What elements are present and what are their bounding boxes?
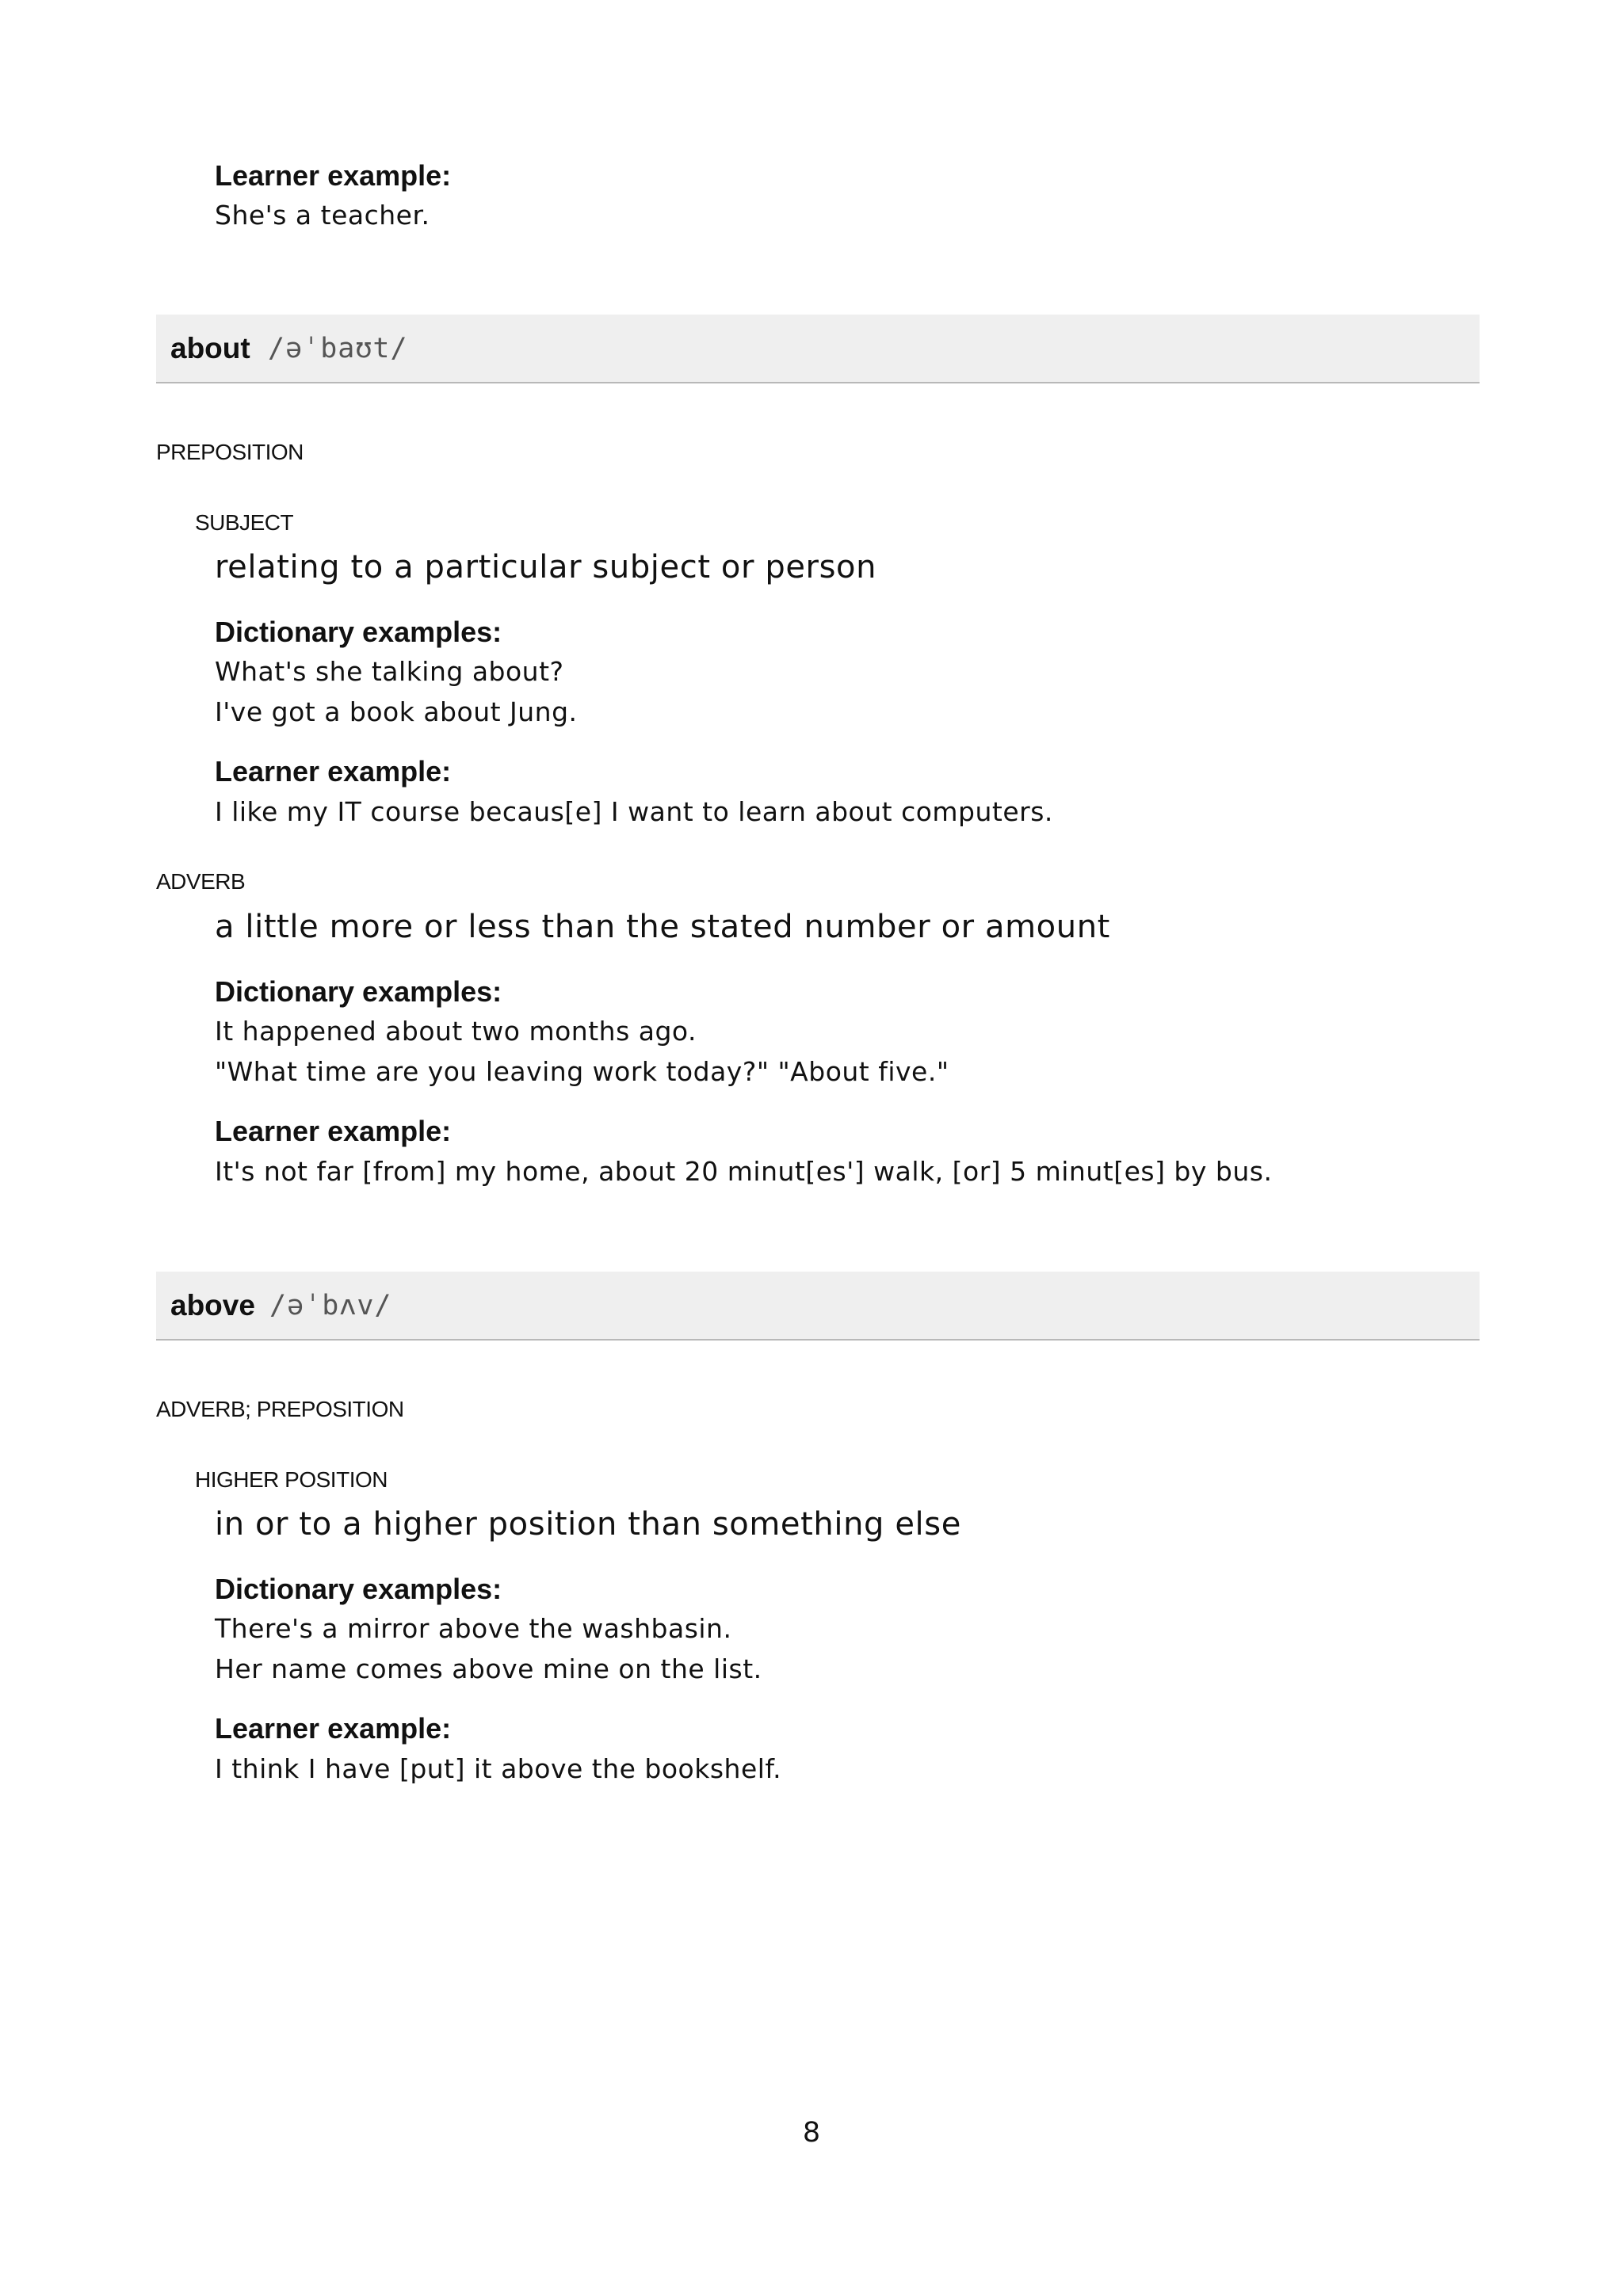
learner-example-label: Learner example:	[215, 1115, 452, 1147]
entry-header-above	[156, 1272, 1480, 1341]
part-of-speech: ADVERB; PREPOSITION	[156, 1397, 404, 1421]
learner-example-text: It's not far [from] my home, about 20 minut[es'] walk, [or] 5 minut[es] by bus.	[215, 1156, 1273, 1187]
dictionary-examples-label: Dictionary examples:	[215, 975, 502, 1008]
sense-subheading: SUBJECT	[195, 510, 294, 535]
learner-example-text: I think I have [put] it above the bookshelf.	[215, 1753, 782, 1784]
dictionary-example: There's a mirror above the washbasin.	[215, 1613, 732, 1644]
learner-example-text: I like my IT course becaus[e] I want to learn about computers.	[215, 796, 1053, 827]
dictionary-examples-label: Dictionary examples:	[215, 1573, 502, 1605]
learner-example-label: Learner example:	[215, 1712, 452, 1745]
sense-definition: a little more or less than the stated number or amount	[215, 909, 1110, 945]
phonetic-transcription: /əˈbʌv/	[269, 1290, 392, 1322]
dictionary-examples-label: Dictionary examples:	[215, 616, 502, 648]
headword: about	[170, 332, 250, 364]
sense-definition: in or to a higher position than something else	[215, 1506, 961, 1543]
sense-definition: relating to a particular subject or person	[215, 549, 877, 585]
sense-subheading: HIGHER POSITION	[195, 1467, 388, 1492]
dictionary-example: Her name comes above mine on the list.	[215, 1653, 762, 1684]
phonetic-transcription: /əˈbaʊt/	[268, 333, 408, 364]
entry-header-about	[156, 315, 1480, 383]
part-of-speech: PREPOSITION	[156, 440, 304, 464]
page-number: 8	[802, 2117, 821, 2149]
dictionary-example: What's she talking about?	[215, 656, 564, 687]
learner-example-text: She's a teacher.	[215, 200, 430, 231]
learner-example-label: Learner example:	[215, 159, 452, 192]
dictionary-example: I've got a book about Jung.	[215, 696, 578, 727]
learner-example-label: Learner example:	[215, 755, 452, 788]
dictionary-example: It happened about two months ago.	[215, 1016, 697, 1047]
headword: above	[170, 1289, 255, 1322]
dictionary-example: "What time are you leaving work today?" "About five."	[215, 1056, 949, 1087]
part-of-speech: ADVERB	[156, 869, 246, 894]
